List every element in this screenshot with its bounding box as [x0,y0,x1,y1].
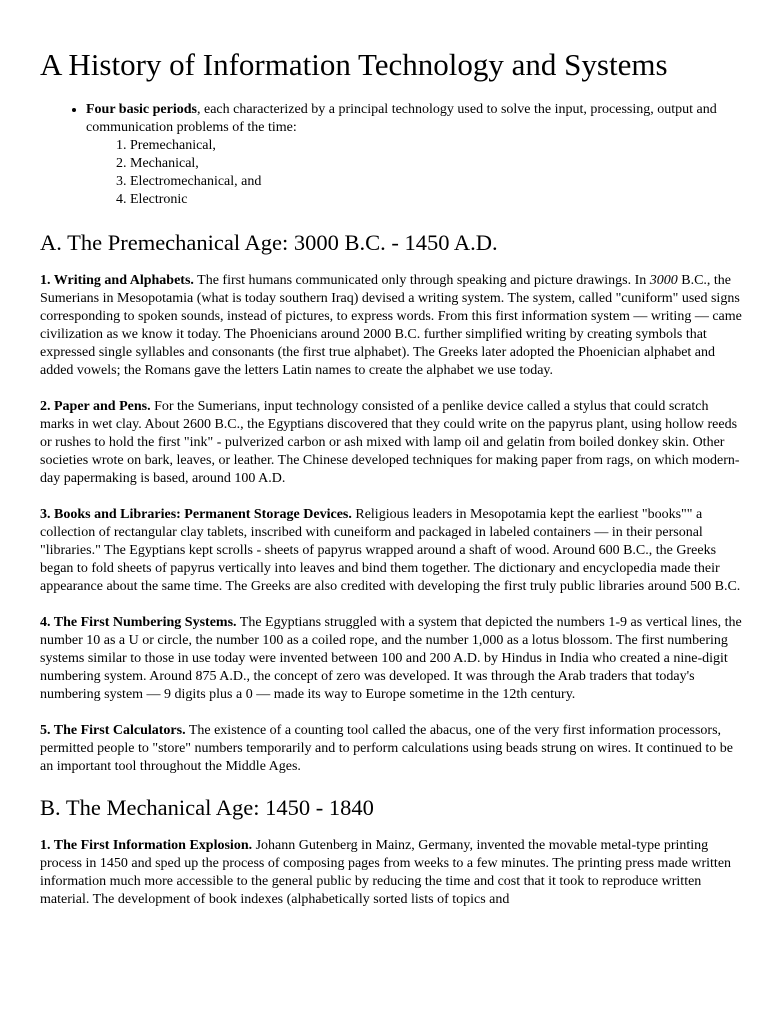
paragraph-writing-alphabets [40,272,742,380]
paragraph-text: Religious leaders in Mesopotamia kept the earliest "books"" a collection of rectangular clay tablets, inscribed with cuneiform and packaged in labeled containers — in their personal "libraries." The Egyptians kept scrolls - sheets of papyrus wrapped around a shaft of wood. Around 600 B.C., the Greeks began to fold sheets of papyrus vertically into leaves and bind them together. The dictionary and encyclopedia made their appearance about the same time. The Greeks are also credited with developing the first truly public libraries around 500 B.C. [40,507,741,595]
period-item: 1. Premechanical, [130,137,742,155]
section-heading-premechanical: A. The Premechanical Age: 3000 B.C. - 1450 A.D. [40,230,498,256]
paragraph-title: 2. Paper and Pens. [40,399,151,415]
paragraph-paper-pens [40,398,742,488]
paragraph-text: The Egyptians struggled with a system that depicted the numbers 1-9 as vertical lines, the number 10 as a U or circle, the number 100 as a coiled rope, and the number 1,000 as a lotus blossom. The first numbering systems similar to those in use today were invented between 100 and 200 A.D. by Hindus in India who created a nine-digit numbering system. Around 875 A.D., the concept of zero was developed. It was through the Arab traders that today's numbering system — 9 digits plus a 0 — made its way to Europe sometime in the 12th century. [40,615,742,703]
paragraph-information-explosion [40,837,742,909]
period-item: 4. Electronic [130,191,742,209]
intro-list [40,101,742,209]
intro-bold: Four basic periods [86,102,197,118]
intro-item [86,101,742,209]
section-heading-mechanical: B. The Mechanical Age: 1450 - 1840 [40,795,374,821]
paragraph-title: 3. Books and Libraries: Permanent Storage Devices. [40,507,352,523]
period-item: 2. Mechanical, [130,155,742,173]
period-item: 3. Electromechanical, and [130,173,742,191]
intro-text: , each characterized by a principal technology used to solve the input, processing, output and communication problems of the time: [86,102,717,136]
paragraph-title: 5. The First Calculators. [40,723,186,739]
paragraph-books-libraries [40,506,742,596]
paragraph-text: The first humans communicated only through speaking and picture drawings. In [193,273,650,289]
paragraph-emphasis: 3000 [649,273,678,289]
paragraph-text: B.C., the Sumerians in Mesopotamia (what is today southern Iraq) devised a writing system. The system, called "cuniform" used signs corresponding to spoken sounds, instead of pictures, to express words. From this first information system — writing — came civilization as we know it today. The Phoenicians around 2000 B.C. further simplified writing by creating symbols that expressed single syllables and consonants (the first true alphabet). The Greeks later adopted the Phoenician alphabet and added vowels; the Romans gave the letters Latin names to create the alphabet we use today. [40,273,742,379]
paragraph-title: 1. Writing and Alphabets. [40,273,194,289]
paragraph-first-calculators [40,722,742,776]
paragraph-text: Johann Gutenberg in Mainz, Germany, invented the movable metal-type printing process in 1450 and sped up the process of composing pages from weeks to a few minutes. The printing press made written information much more accessible to the general public by reducing the time and cost that it took to reproduce written material. The development of book indexes (alphabetically sorted lists of topics and [40,838,732,908]
page-title: A History of Information Technology and Systems [40,47,668,82]
paragraph-text: The existence of a counting tool called the abacus, one of the very first information processors, permitted people to "store" numbers temporarily and to perform calculations using beads strung on wires. It continued to be an important tool throughout the Middle Ages. [40,723,733,775]
periods-list [86,137,742,209]
paragraph-title: 1. The First Information Explosion. [40,838,253,854]
paragraph-title: 4. The First Numbering Systems. [40,615,237,631]
paragraph-numbering-systems [40,614,742,704]
paragraph-text: For the Sumerians, input technology consisted of a penlike device called a stylus that could scratch marks in wet clay. About 2600 B.C., the Egyptians discovered that they could write on the papyrus plant, using hollow reeds or rushes to hold the first "ink" - pulverized carbon or ash mixed with lamp oil and gelatin from boiled donkey skin. Other societies wrote on bark, leaves, or leather. The Chinese developed techniques for making paper from rags, on which modern-day papermaking is based, around 100 A.D. [40,399,740,487]
